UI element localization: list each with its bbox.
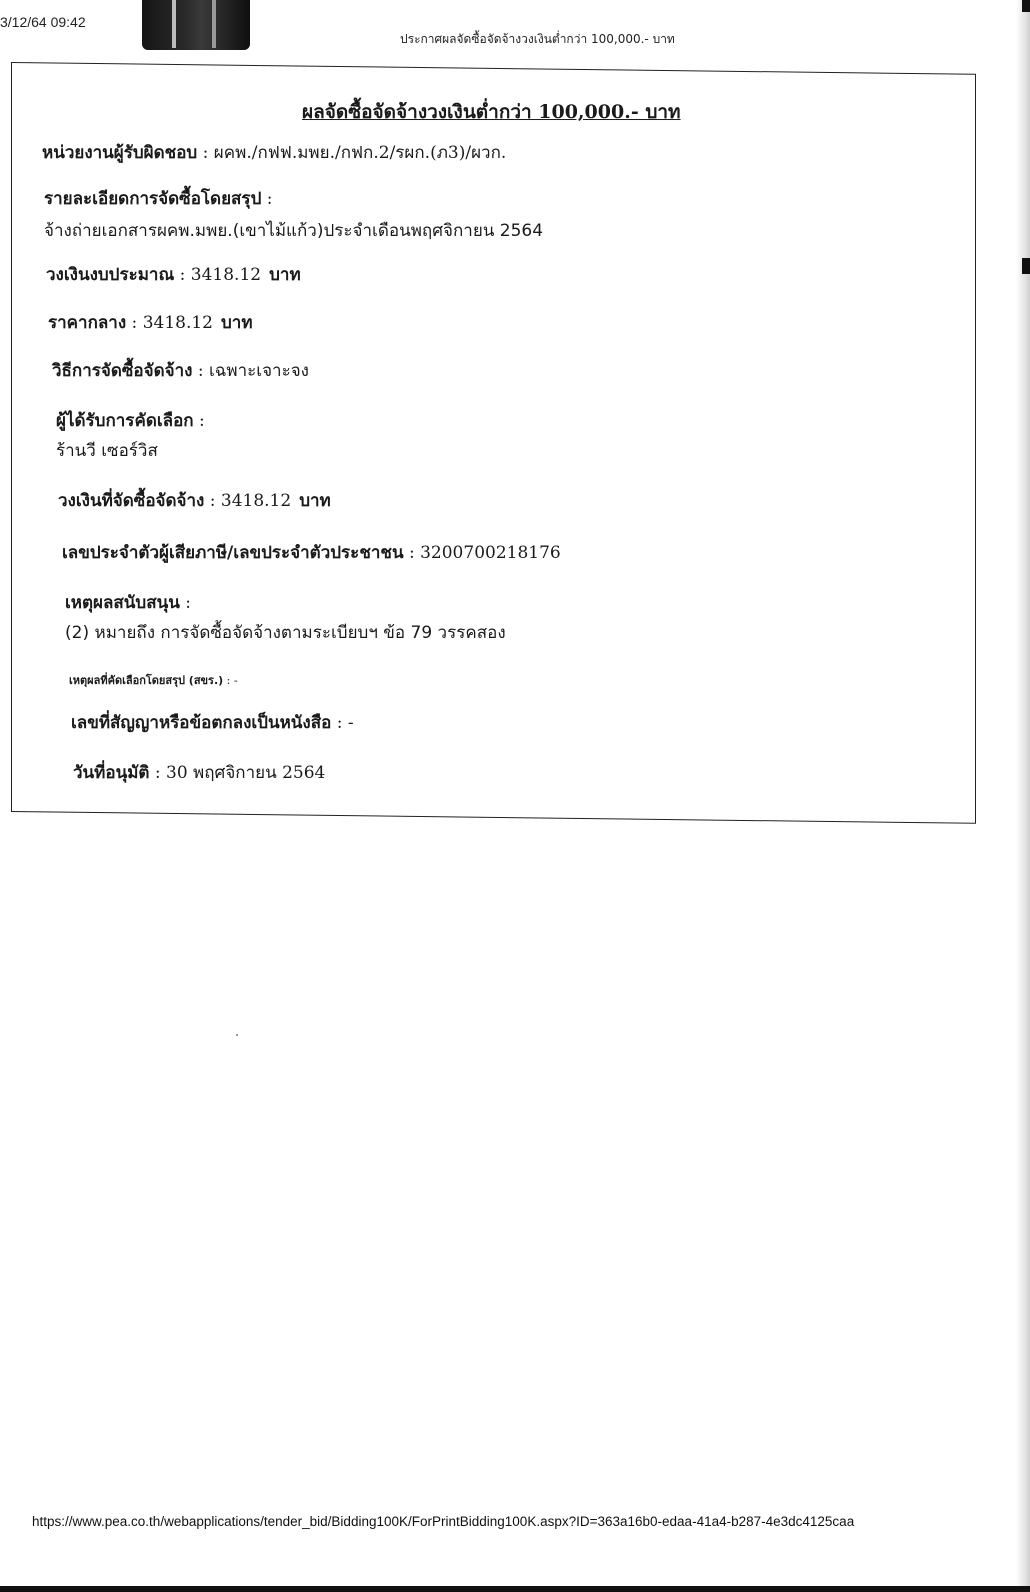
- procurement-result-content: [12, 63, 975, 811]
- approval-date-value: 30 พฤศจิกายน 2564: [166, 763, 326, 784]
- edge-mark-top: [1022, 0, 1030, 12]
- procurement-method-row: วิธีการจัดซื้อจัดจ้าง : เฉพาะเจาะจง: [52, 361, 309, 382]
- selected-vendor-label: ผู้ได้รับการคัดเลือก: [56, 411, 194, 432]
- approval-date-row: วันที่อนุมัติ : 30 พฤศจิกายน 2564: [73, 763, 326, 784]
- contract-amount-unit: บาท: [299, 491, 331, 512]
- contract-number-row: เลขที่สัญญาหรือข้อตกลงเป็นหนังสือ : -: [71, 713, 354, 734]
- responsible-unit-row: หน่วยงานผู้รับผิดชอบ : ผคพ./กฟฟ.มพย./กฟก.2/รผก.(ภ3)/ผวก.: [42, 143, 507, 164]
- edge-mark-mid: [1022, 258, 1030, 274]
- summary-detail-label-row: รายละเอียดการจัดซื้อโดยสรุป :: [44, 189, 273, 210]
- contract-amount-row: วงเงินที่จัดซื้อจัดจ้าง : 3418.12 บาท: [58, 491, 331, 512]
- contract-amount-label: วงเงินที่จัดซื้อจัดจ้าง: [58, 491, 205, 512]
- selection-reason-value: -: [233, 674, 238, 688]
- budget-row: วงเงินงบประมาณ : 3418.12 บาท: [46, 265, 301, 286]
- footer-url: https://www.pea.co.th/webapplications/tender_bid/Bidding100K/ForPrintBidding100K.aspx?ID=363a16b0-edaa-41a4-b287-4e3dc4125caa: [32, 1514, 855, 1529]
- form-title: ผลจัดซื้อจัดจ้างวงเงินต่ำกว่า 100,000.- บาท: [302, 101, 681, 124]
- page-edge-shadow: [1016, 0, 1030, 1592]
- procurement-method-label: วิธีการจัดซื้อจัดจ้าง: [52, 361, 193, 382]
- page-header-title: ประกาศผลจัดซื้อจัดจ้างวงเงินต่ำกว่า 100,000.- บาท: [400, 32, 675, 46]
- selected-vendor-value: ร้านวี เซอร์วิส: [56, 441, 158, 462]
- selected-vendor-label-row: ผู้ได้รับการคัดเลือก :: [56, 411, 205, 432]
- budget-unit: บาท: [269, 265, 301, 286]
- responsible-unit-value: ผคพ./กฟฟ.มพย./กฟก.2/รผก.(ภ3)/ผวก.: [213, 143, 507, 164]
- scan-speck: [236, 1034, 238, 1036]
- supporting-reason-label: เหตุผลสนับสนุน: [65, 593, 180, 614]
- approval-date-label: วันที่อนุมัติ: [73, 763, 150, 784]
- selection-reason-row: เหตุผลที่คัดเลือกโดยสรุป (สขร.) : -: [69, 674, 238, 688]
- budget-label: วงเงินงบประมาณ: [46, 265, 175, 286]
- summary-detail-value: จ้างถ่ายเอกสารผคพ.มพย.(เขาไม้แก้ว)ประจำเดือนพฤศจิกายน 2564: [44, 221, 544, 242]
- print-timestamp: 3/12/64 09:42: [0, 14, 86, 30]
- binder-clip-image: [142, 0, 250, 50]
- tax-id-label: เลขประจำตัวผู้เสียภาษี/เลขประจำตัวประชาชน: [62, 543, 404, 564]
- procurement-method-value: เฉพาะเจาะจง: [209, 361, 309, 382]
- contract-number-label: เลขที่สัญญาหรือข้อตกลงเป็นหนังสือ: [71, 713, 332, 734]
- tax-id-value: 3200700218176: [420, 543, 561, 564]
- tax-id-row: เลขประจำตัวผู้เสียภาษี/เลขประจำตัวประชาชน : 3200700218176: [62, 543, 561, 564]
- median-price-unit: บาท: [221, 313, 253, 334]
- page-bottom-edge: [0, 1586, 1030, 1592]
- median-price-label: ราคากลาง: [48, 313, 127, 334]
- procurement-result-box: [11, 62, 976, 824]
- selection-reason-label: เหตุผลที่คัดเลือกโดยสรุป (สขร.): [69, 674, 224, 688]
- supporting-reason-label-row: เหตุผลสนับสนุน :: [65, 593, 191, 614]
- median-price-row: ราคากลาง : 3418.12 บาท: [48, 313, 253, 334]
- responsible-unit-label: หน่วยงานผู้รับผิดชอบ: [42, 143, 198, 164]
- median-price-value: 3418.12: [142, 313, 214, 334]
- contract-amount-value: 3418.12: [220, 491, 292, 512]
- summary-detail-label: รายละเอียดการจัดซื้อโดยสรุป: [44, 189, 262, 210]
- budget-value: 3418.12: [190, 265, 262, 286]
- contract-number-value: -: [347, 713, 354, 734]
- supporting-reason-value: (2) หมายถึง การจัดซื้อจัดจ้างตามระเบียบฯ ข้อ 79 วรรคสอง: [65, 623, 506, 644]
